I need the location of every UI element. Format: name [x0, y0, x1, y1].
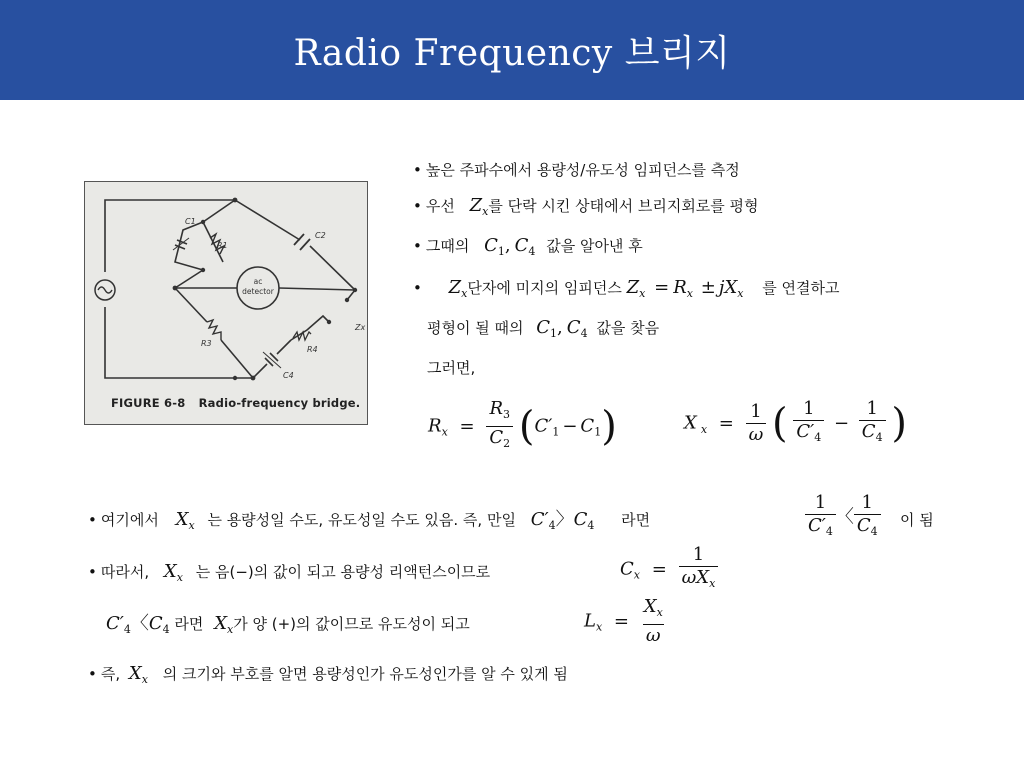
wire-top-left-branch	[203, 200, 235, 222]
line-10: • 즉, $X_x$ 의 크기와 부호를 알면 용량성인가 유도성인가를 알 수 있게 됨	[88, 663, 568, 686]
inequality-fraction: $\frac{1}{C'_4}$ 〈 $\frac{1}{C_4}$	[805, 492, 881, 543]
wire-c2-b	[310, 246, 355, 290]
label-r1: R1	[217, 241, 228, 250]
label-c4: C4	[283, 371, 294, 380]
detector-label-1: ac	[253, 277, 263, 286]
figure-caption-text: Radio-frequency bridge.	[198, 396, 361, 410]
wire-c2-a	[235, 200, 300, 240]
wire-c4-a	[253, 364, 267, 378]
xx-equation: X $_x$ = $\frac{1}{\omega}$ ( $\frac{1}{C'_4}$ − $\frac{1}{C_4}$ )	[684, 398, 907, 449]
line-5: 평형이 될 때의 $C_1$, $C_4$ 값을 찾음	[427, 317, 660, 340]
line-6: 그러면,	[427, 359, 476, 377]
label-c1: C1	[185, 217, 196, 226]
line-4: • $Z_x$단자에 미지의 임피던스 $Z_x = R_x \pm jX_x$ 를 연결하고	[413, 277, 840, 300]
lx-equation: $L_x$ = $\frac{X_x}{\omega}$	[584, 596, 663, 646]
label-r3: R3	[201, 339, 212, 348]
line-7: • 여기에서 $X_x$ 는 용량성일 수도, 유도성일 수도 있음. 즉, 만일 $C'_4$〉$C_4$ 라면	[88, 509, 651, 532]
wire-r3-a	[175, 288, 207, 322]
label-c2: C2	[315, 231, 326, 240]
figure-caption	[111, 396, 360, 410]
label-r4: R4	[307, 345, 318, 354]
wire-bottom-left	[105, 307, 235, 378]
line-8: • 따라서, $X_x$ 는 음(−)의 값이 되고 용량성 리액턴스이므로	[88, 561, 491, 584]
label-zx: Zx	[355, 323, 366, 332]
wire-c4-b	[277, 340, 291, 354]
line-7-end: 이 됨	[900, 511, 934, 529]
rf-bridge-diagram	[85, 182, 367, 424]
wire-r4	[291, 316, 329, 340]
line-1: • 높은 주파수에서 용량성/유도성 임피던스를 측정	[413, 161, 740, 179]
rf-bridge-figure	[84, 181, 368, 425]
line-2: • 우선 $Z_x$를 단락 시킨 상태에서 브리지회로를 평형	[413, 195, 759, 218]
slide-title: Radio Frequency 브리지	[293, 32, 731, 74]
detector-label-2: detector	[242, 287, 274, 296]
title-bar	[0, 0, 1024, 100]
line-3: • 그때의 $C_1$, $C_4$ 값을 알아낸 후	[413, 235, 643, 258]
rx-equation: $R_x$ = $\frac{R_3}{C_2}$ $(C'_1 - C_1)$	[428, 398, 617, 455]
figure-number: FIGURE 6-8	[111, 396, 186, 410]
wire-r3-b	[221, 340, 253, 378]
cx-equation: $C_x$ = $\frac{1}{\omega X_x}$	[620, 544, 718, 595]
line-9: $C'_4$〈$C_4$ 라면 $X_x$가 양 (+)의 값이므로 유도성이 되고	[106, 613, 470, 636]
wire-left-junction	[175, 270, 203, 288]
wire-detector-right	[279, 288, 355, 290]
